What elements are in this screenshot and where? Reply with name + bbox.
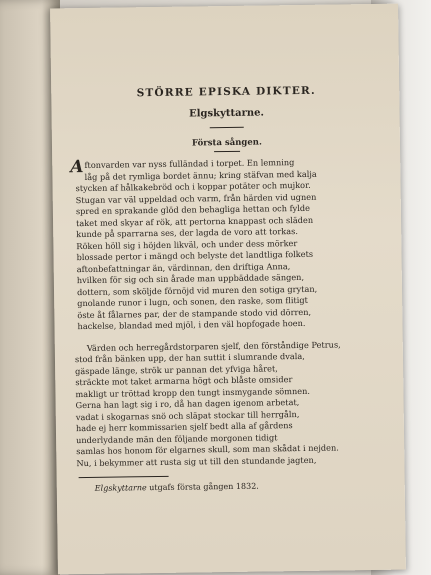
poem-line-text: spred en sprakande glöd den behagliga hettan och fylde bbox=[75, 202, 311, 217]
poem-line-text: öste åt fålarnes par, der de stampande stodo vid dörren, bbox=[77, 306, 312, 320]
poem-line-text: Stugan var väl uppeldad och varm, från härden vid ugnen bbox=[75, 191, 317, 205]
poem-title: Elgskyttarne. bbox=[189, 107, 265, 120]
footnote-title: Elgskyttarne bbox=[94, 483, 147, 493]
poem-line-text: underlydande män den följande morgonen tidigt bbox=[76, 431, 278, 445]
poem-line-text: gäspade länge, strök ur pannan det yfviga håret, bbox=[75, 362, 278, 376]
drop-cap: A bbox=[70, 157, 84, 178]
book-page bbox=[50, 4, 406, 575]
footnote bbox=[75, 480, 389, 493]
title-rule bbox=[210, 127, 244, 128]
canto-rule bbox=[214, 151, 240, 152]
canto-title: Första sången. bbox=[191, 137, 262, 149]
footnote-rule bbox=[79, 476, 169, 478]
poem-line-text: Värden och herregårdstorparen sjelf, den förståndige Petrus, bbox=[86, 338, 341, 353]
poem-line-text: hvilken för sig och sin årade man uppbäddade sängen, bbox=[76, 271, 305, 286]
poem-line-text: vadat i skogarnas snö och släpat stockar till herrgåln, bbox=[75, 408, 300, 422]
poem-line-text: hade ej herr kommissarien sjelf bedt alla af gårdens bbox=[75, 420, 293, 434]
poem-line-text: kunde på sparrarna ses, der lagda de voro att torkas. bbox=[76, 226, 298, 240]
footnote-text: utgafs första gången 1832. bbox=[146, 481, 259, 493]
section-title: STÖRRE EPISKA DIKTER. bbox=[136, 84, 316, 100]
poem-line-text: sträckte mot taket armarna högt och blåste omsider bbox=[75, 374, 293, 388]
poem-line-text: gnolande runor i lugn, och sonen, den raske, som flitigt bbox=[77, 294, 308, 309]
poem-line-text: hackelse, blandad med mjöl, i den väl hopfogade hoen. bbox=[77, 317, 306, 332]
poem-line-text: Gerna han lagt sig i ro, då han dagen igenom arbetat, bbox=[75, 397, 300, 411]
poem-line-text: aftonbefattningar än, värdinnan, den driftiga Anna, bbox=[76, 260, 291, 274]
poem-line-text: samlas hos honom för elgarnes skull, som man skådat i nejden. bbox=[76, 442, 339, 457]
poem-line-text: blossade pertor i mängd och belyste det landtliga folkets bbox=[76, 248, 314, 263]
page-content bbox=[69, 84, 389, 493]
stanza-2 bbox=[73, 338, 389, 469]
stanza-1 bbox=[70, 156, 386, 333]
poem-line-text: dottern, som sköljde förnöjd vid muren den sotiga grytan, bbox=[76, 283, 318, 297]
poem-line-text: makligt ur tröttad kropp den tungt insmygande sömnen. bbox=[75, 385, 310, 399]
poem-line-text: stycken af hålkakebröd och i koppar potäter och mujkor. bbox=[75, 179, 311, 194]
poem-line-text: taket med skyar af rök, att pertorna knappast och släden bbox=[75, 214, 314, 228]
poem-line-text: Nu, i bekymmer att rusta sig ut till den stundande jagten, bbox=[76, 454, 317, 468]
poem-line-text: ftonvarden var nyss fulländad i torpet. En lemning bbox=[84, 157, 295, 170]
poem-line-text: stod från bänken upp, der han suttit i slumrande dvala, bbox=[74, 350, 305, 365]
poem-line-text: låg på det rymliga bordet ännu; kring stäfvan med kalja bbox=[84, 168, 317, 182]
poem-line-text: Röken höll sig i höjden likväl, och under dess mörker bbox=[76, 237, 298, 251]
